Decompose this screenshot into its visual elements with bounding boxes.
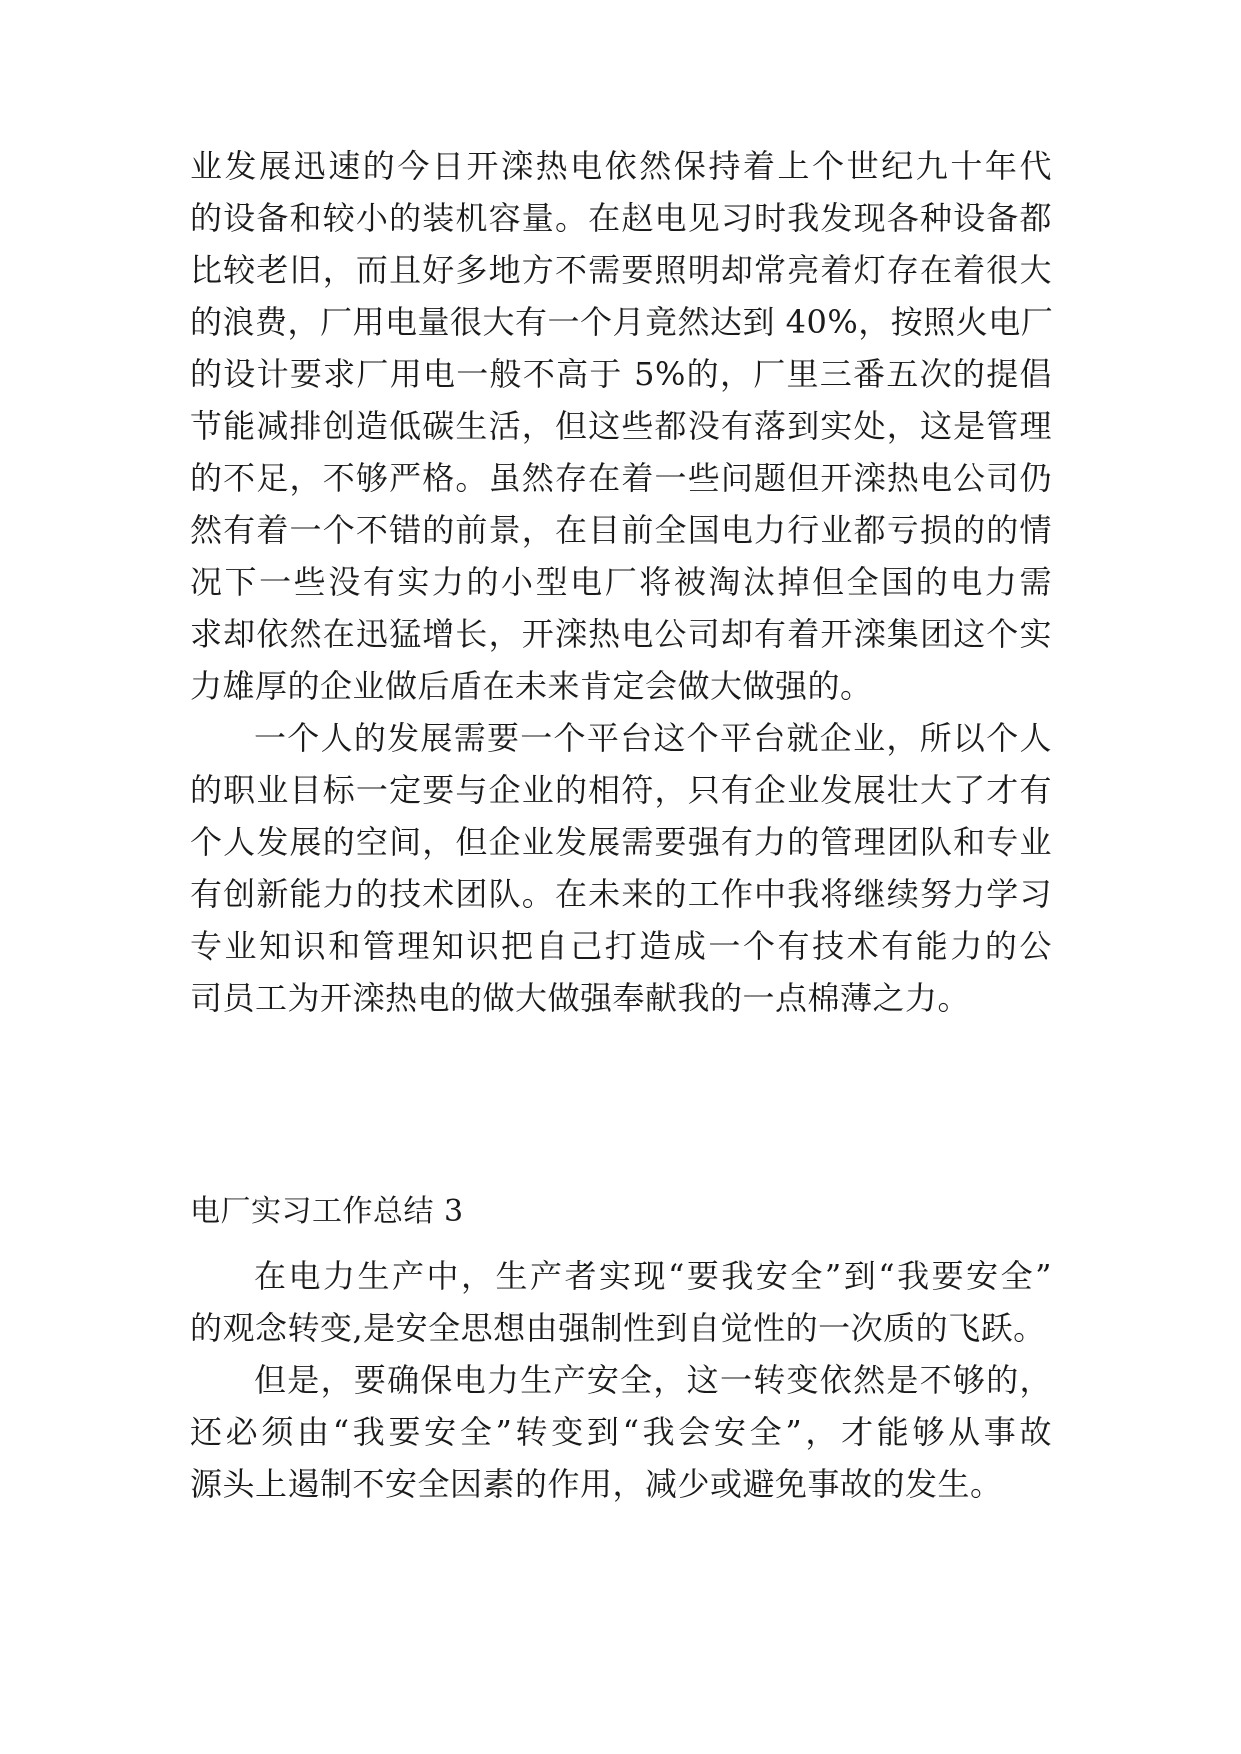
paragraph-1-line: 业发展迅速的今日开滦热电依然保持着上个世纪九十年代 (190, 147, 1052, 185)
paragraph-1 (190, 140, 1052, 712)
paragraph-1-line: 的浪费，厂用电量很大有一个月竟然达到 40%，按照火电厂 (190, 303, 1054, 341)
paragraph-3 (190, 1250, 1052, 1354)
paragraph-1-line: 的设计要求厂用电一般不高于 5%的，厂里三番五次的提倡 (190, 355, 1052, 393)
paragraph-1-line: 求却依然在迅猛增长，开滦热电公司却有着开滦集团这个实 (190, 615, 1052, 653)
paragraph-1-line: 力雄厚的企业做后盾在未来肯定会做大做强的。 (190, 667, 873, 705)
paragraph-3-line: 的观念转变,是安全思想由强制性到自觉性的一次质的飞跃。 (190, 1309, 1046, 1347)
paragraph-2-line: 个人发展的空间，但企业发展需要强有力的管理团队和专业 (190, 823, 1052, 861)
paragraph-4 (190, 1354, 1052, 1510)
paragraph-2-line: 的职业目标一定要与企业的相符，只有企业发展壮大了才有 (190, 771, 1052, 809)
paragraph-4-line: 但是，要确保电力生产安全，这一转变依然是不够的， (254, 1361, 1052, 1399)
paragraph-3-line: 在电力生产中，生产者实现“要我安全”到“我要安全” (254, 1257, 1052, 1295)
paragraph-2-line: 专业知识和管理知识把自己打造成一个有技术有能力的公 (190, 927, 1052, 965)
paragraph-2-line: 有创新能力的技术团队。在未来的工作中我将继续努力学习 (190, 875, 1052, 913)
paragraph-2 (190, 712, 1052, 1024)
paragraph-2-line: 司员工为开滦热电的做大做强奉献我的一点棉薄之力。 (190, 979, 971, 1017)
paragraph-4-line: 源头上遏制不安全因素的作用，减少或避免事故的发生。 (190, 1465, 1003, 1503)
paragraph-1-line: 况下一些没有实力的小型电厂将被淘汰掉但全国的电力需 (190, 563, 1052, 601)
paragraph-1-line: 的不足，不够严格。虽然存在着一些问题但开滦热电公司仍 (190, 459, 1052, 497)
paragraph-1-line: 节能减排创造低碳生活，但这些都没有落到实处，这是管理 (190, 407, 1052, 445)
paragraph-1-line: 然有着一个不错的前景，在目前全国电力行业都亏损的的情 (190, 511, 1052, 549)
paragraph-2-line: 一个人的发展需要一个平台这个平台就企业，所以个人 (254, 719, 1052, 757)
paragraph-1-line: 比较老旧，而且好多地方不需要照明却常亮着灯存在着很大 (190, 251, 1052, 289)
paragraph-1-line: 的设备和较小的装机容量。在赵电见习时我发现各种设备都 (190, 199, 1052, 237)
section-heading: 电厂实习工作总结 3 (190, 1194, 464, 1229)
paragraph-4-line: 还必须由“我要安全”转变到“我会安全”，才能够从事故 (190, 1413, 1052, 1451)
